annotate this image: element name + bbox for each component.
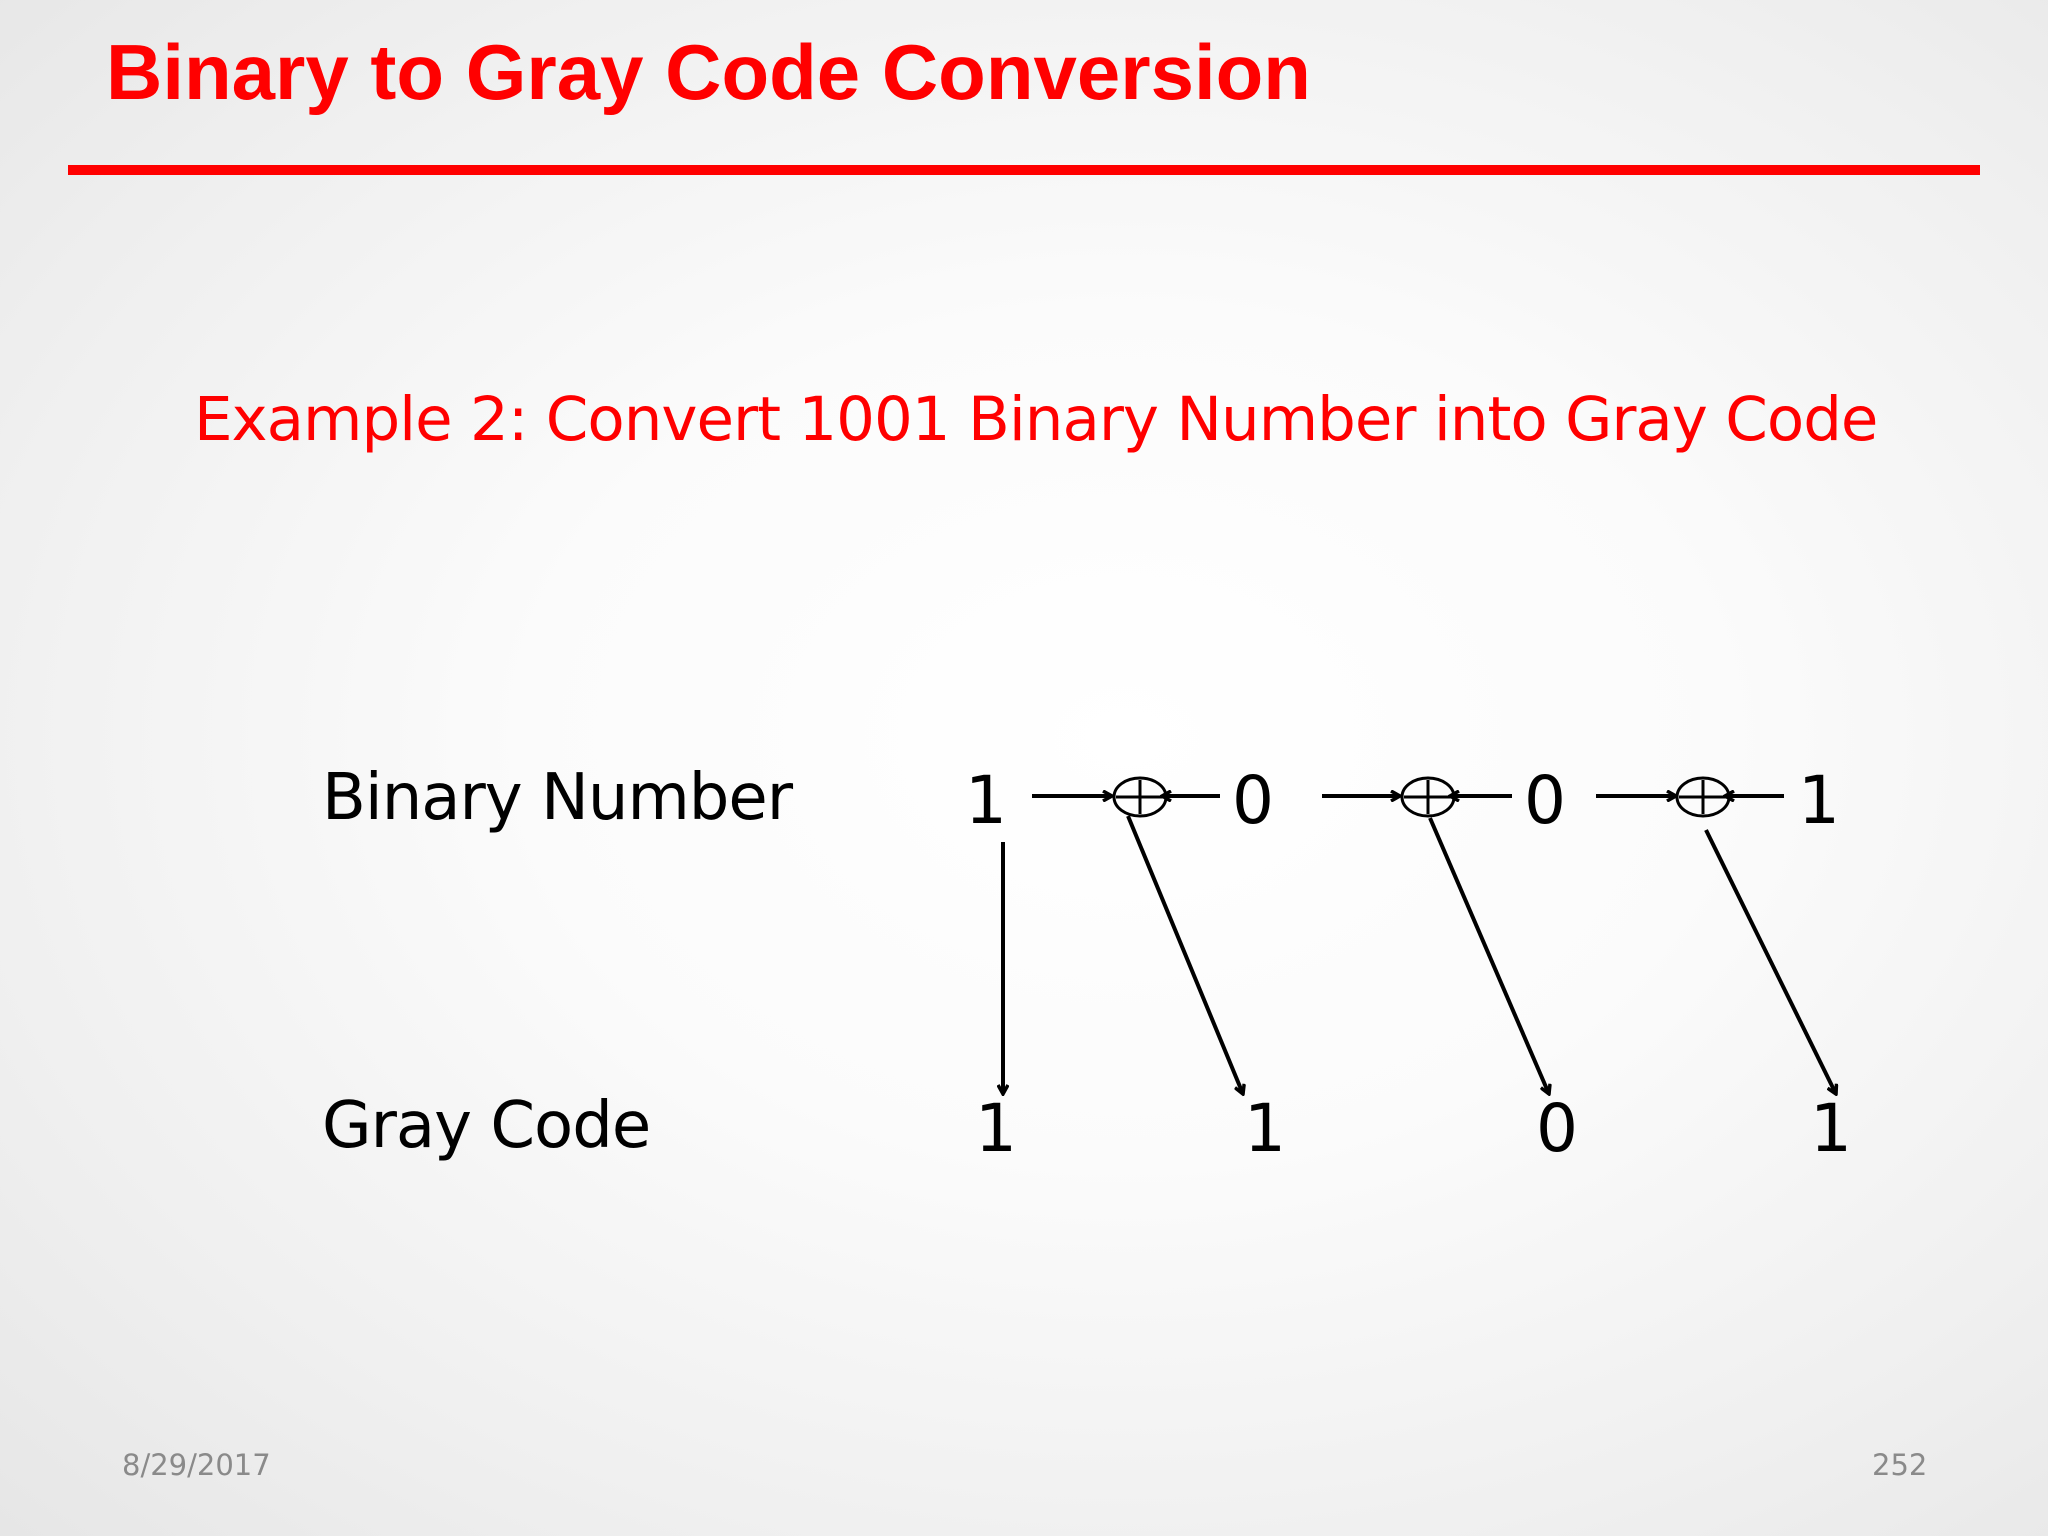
footer-date: 8/29/2017 bbox=[122, 1448, 271, 1482]
arrow-xor1-to-g2 bbox=[1128, 816, 1243, 1094]
gray-digit-1: 1 bbox=[975, 1090, 1017, 1167]
xor-3-icon bbox=[1677, 778, 1729, 816]
arrow-xor3-to-g4 bbox=[1706, 830, 1836, 1094]
binary-digit-2: 0 bbox=[1232, 762, 1274, 839]
xor-1-icon bbox=[1114, 778, 1166, 816]
arrow-xor2-to-g3 bbox=[1430, 818, 1549, 1094]
binary-digit-4: 1 bbox=[1798, 762, 1840, 839]
example-heading: Example 2: Convert 1001 Binary Number into Gray Code bbox=[194, 384, 1878, 455]
binary-digit-3: 0 bbox=[1524, 762, 1566, 839]
binary-digit-1: 1 bbox=[965, 762, 1007, 839]
slide-title: Binary to Gray Code Conversion bbox=[106, 28, 1311, 116]
slide-number: 252 bbox=[1872, 1448, 1928, 1482]
binary-number-label: Binary Number bbox=[322, 761, 793, 835]
gray-digit-3: 0 bbox=[1536, 1090, 1578, 1167]
gray-code-label: Gray Code bbox=[322, 1089, 651, 1163]
gray-digit-2: 1 bbox=[1244, 1090, 1286, 1167]
gray-digit-4: 1 bbox=[1810, 1090, 1852, 1167]
xor-2-icon bbox=[1402, 778, 1454, 816]
